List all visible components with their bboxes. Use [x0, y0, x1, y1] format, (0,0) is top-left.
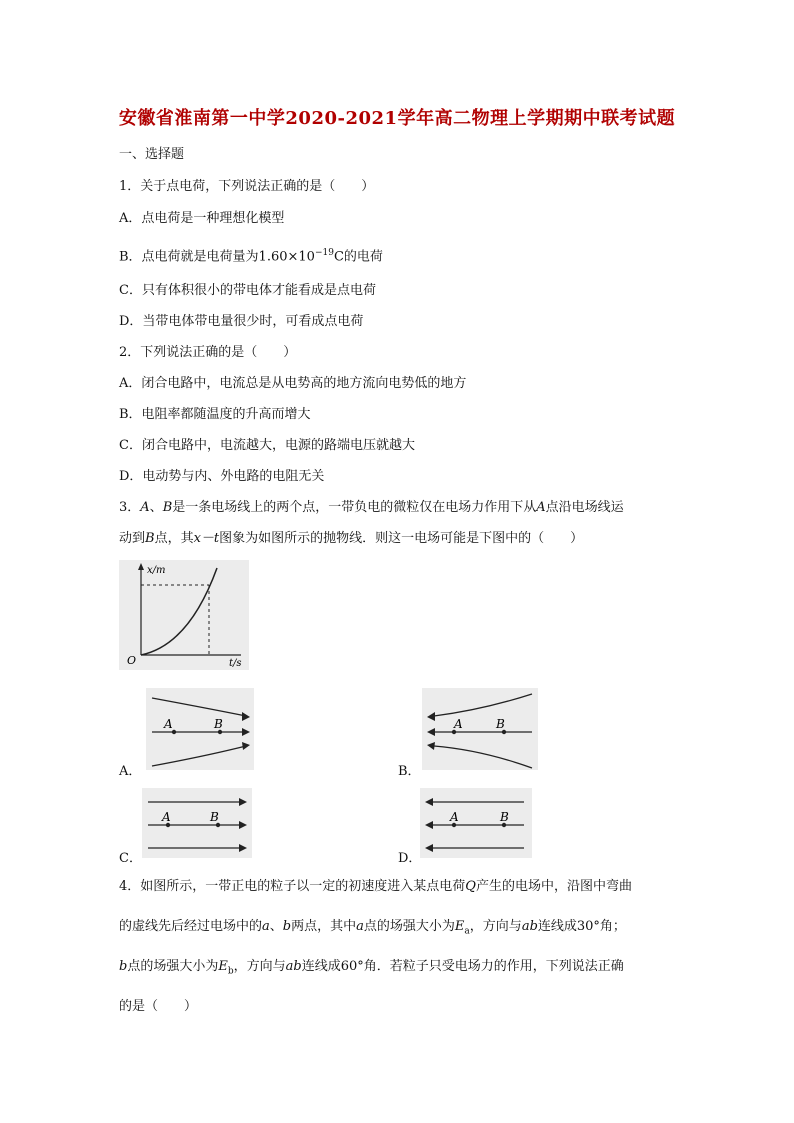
q4-text-3c: 连线成60°角．若粒子只受电场力的作用，下列说法正确 [301, 959, 624, 974]
q3-option-d-figure [420, 788, 532, 858]
q3-option-b-label: B． [398, 764, 421, 779]
q4-text-2c: 两点，其中 [291, 919, 357, 934]
q1-option-b-text: B．点电荷就是电荷量为1.60×10 [119, 249, 315, 265]
q3-text-1: 是一条电场线上的两个点，一带负电的微粒仅在电场力作用下从 [172, 500, 537, 515]
q3-text-3: 动到 [119, 531, 146, 546]
q3-text-5: 图象为如图所示的抛物线．则这一电场可能是下图中的（ ） [219, 531, 584, 546]
page-title: 安徽省淮南第一中学2020-2021学年高二物理上学期期中联考试题 [118, 108, 676, 129]
q2-stem: 2．下列说法正确的是（ ） [119, 345, 297, 360]
arrow-right-icon [242, 742, 250, 750]
arrow-left-icon [425, 798, 433, 806]
point-b-label: B [210, 810, 219, 824]
field-line-top [152, 698, 246, 716]
field-line-bottom [152, 746, 246, 766]
q4-line4: 的是（ ） [119, 999, 198, 1014]
q3-option-c-label: C． [119, 851, 142, 866]
graph-y-arrow-icon [138, 563, 144, 570]
q3-option-d-label: D． [398, 851, 422, 866]
arrow-left-icon [425, 844, 433, 852]
q2-option-c: C．闭合电路中，电流越大，电源的路端电压就越大 [119, 438, 415, 453]
q3-option-a-figure [146, 688, 254, 770]
point-a-label: A [162, 810, 171, 824]
q1-stem: 1．关于点电荷，下列说法正确的是（ ） [119, 179, 375, 194]
q4-text-1b: 产生的电场中，沿图中弯曲 [475, 879, 632, 894]
q4-text-2a: 的虚线先后经过电场中的 [119, 919, 263, 934]
arrow-left-icon [425, 821, 433, 829]
point-b-label: B [500, 810, 509, 824]
q3-separator: 、 [149, 500, 163, 515]
q4-text-2e: ，方向与 [469, 919, 522, 934]
field-line-top [434, 694, 532, 716]
q4-line2 [119, 918, 626, 941]
arrow-left-icon [427, 742, 435, 750]
q4-text-3a: 点的场强大小为 [127, 959, 219, 974]
point-b-label: B [496, 717, 505, 731]
q3-point-b-2: B [145, 531, 155, 546]
point-a-label: A [164, 717, 173, 731]
graph-ylabel: x/m [147, 565, 166, 576]
arrow-right-icon [239, 821, 247, 829]
q4-text-2b: 、 [269, 919, 283, 934]
q1-option-b [119, 244, 383, 266]
q4-point-a-2: a [356, 919, 364, 934]
q3-text-2: 点沿电场线运 [545, 500, 624, 515]
q3-number: 3． [119, 500, 141, 515]
point-a-label: A [450, 810, 459, 824]
q3-stem-line2 [119, 530, 583, 548]
arrow-right-icon [239, 844, 247, 852]
q1-option-b-unit: C的电荷 [333, 249, 383, 265]
q4-field-eb: E [218, 959, 228, 974]
point-a-label: A [454, 717, 463, 731]
q4-text-3b: ，方向与 [233, 959, 286, 974]
q3-stem-line1 [119, 499, 624, 517]
q2-option-a: A．闭合电路中，电流总是从电势高的地方流向电势低的地方 [119, 376, 467, 391]
q1-option-b-exponent: −19 [314, 248, 334, 258]
q4-text-2d: 点的场强大小为 [363, 919, 455, 934]
q4-point-b-2: b [119, 959, 128, 974]
q4-field-ea-sub: a [464, 926, 470, 937]
arrow-left-icon [427, 712, 435, 721]
q4-field-ea: E [454, 919, 465, 934]
q4-text-1: 4．如图所示，一带正电的粒子以一定的初速度进入某点电荷 [119, 879, 466, 894]
q3-point-a: A [140, 500, 150, 515]
point-b-label: B [214, 717, 223, 731]
q3-point-b: B [162, 500, 173, 515]
q3-option-c-figure [142, 788, 252, 858]
q3-text-4: 点，其 [154, 531, 194, 546]
q3-option-b-figure [422, 688, 538, 770]
q1-option-c: C．只有体积很小的带电体才能看成是点电荷 [119, 283, 376, 298]
field-line-bottom [434, 746, 532, 768]
section-heading: 一、选择题 [119, 147, 185, 162]
graph-origin: O [127, 654, 137, 667]
q4-line1 [119, 878, 632, 896]
q1-option-a: A．点电荷是一种理想化模型 [119, 211, 285, 226]
q4-line3 [119, 958, 624, 981]
q1-option-d: D．当带电体带电量很少时，可看成点电荷 [119, 314, 364, 329]
graph-parabola [141, 568, 217, 655]
arrow-left-icon [427, 728, 435, 736]
q2-option-b: B．电阻率都随温度的升高而增大 [119, 407, 311, 422]
q2-option-d: D．电动势与内、外电路的电阻无关 [119, 469, 325, 484]
q3-xt: x－t [193, 531, 220, 546]
q4-point-a: a [262, 919, 270, 934]
graph-xlabel: t/s [229, 658, 242, 669]
arrow-right-icon [239, 798, 247, 806]
q3-xt-graph [119, 560, 249, 670]
q4-line-ab-2: ab [285, 959, 302, 974]
arrow-right-icon [242, 728, 250, 736]
q4-charge-q: Q [465, 879, 476, 894]
q4-field-eb-sub: b [227, 966, 234, 977]
q4-line-ab: ab [521, 919, 538, 934]
q4-point-b: b [282, 919, 292, 934]
arrow-right-icon [242, 712, 250, 721]
q3-option-a-label: A． [119, 764, 142, 779]
q3-point-a-2: A [536, 500, 546, 515]
q4-text-2f: 连线成30°角； [537, 919, 626, 934]
